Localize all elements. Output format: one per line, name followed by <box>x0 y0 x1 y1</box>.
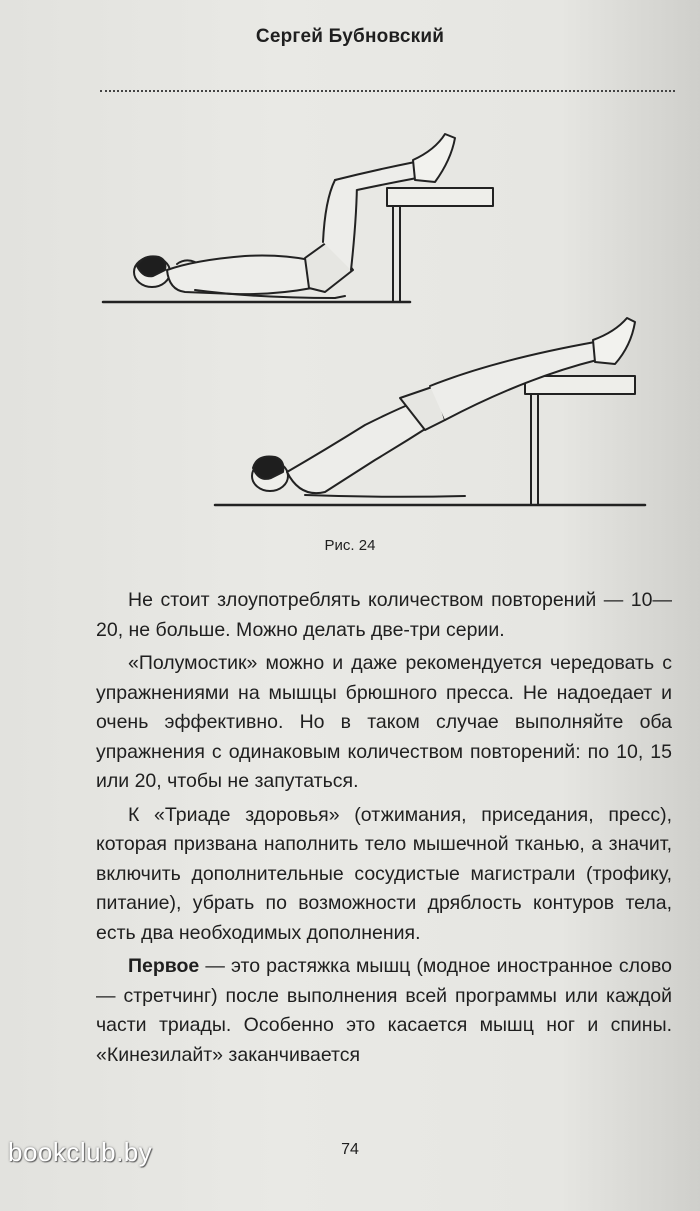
figure-lower-pose <box>215 318 645 505</box>
paragraph-4-text: — это растяжка мышц (модное иностранное слово — стретчинг) после выполнения всей программы или каждой части триады. Особенно это касается мышц ног и спины. «Кинезилайт» заканчивается <box>96 955 672 1066</box>
paragraph-4 <box>96 952 672 1070</box>
exercise-illustration <box>95 120 655 520</box>
watermark: bookclub.by <box>8 1137 153 1167</box>
body-text <box>96 586 672 1074</box>
paragraph-1: Не стоит злоупотреблять количеством повторений — 10—20, не больше. Можно делать две-три серии. <box>96 589 672 641</box>
paragraph-2: «Полумостик» можно и даже рекомендуется чередовать с упражнениями на мышцы брюшного пресса. Не надоедает и очень эффективно. Но в таком случае выполняйте оба упражнения с одинаковым количеством повторений: по 10, 15 или 20, чтобы не запутаться. <box>96 652 672 792</box>
paragraph-3: К «Триаде здоровья» (отжимания, приседания, пресс), которая призвана наполнить тело мышечной тканью, а значит, включить дополнительные сосудистые магистрали (трофику, питание), убрать по возможности дряблость контуров тела, есть два необходимых дополнения. <box>96 803 672 944</box>
paragraph-4-lead: Первое <box>128 955 200 977</box>
figure-caption: Рис. 24 <box>324 537 376 554</box>
header-divider <box>100 90 675 92</box>
figure-upper-pose <box>103 134 493 302</box>
running-header-author: Сергей Бубновский <box>255 26 445 47</box>
page-number: 74 <box>341 1141 359 1158</box>
